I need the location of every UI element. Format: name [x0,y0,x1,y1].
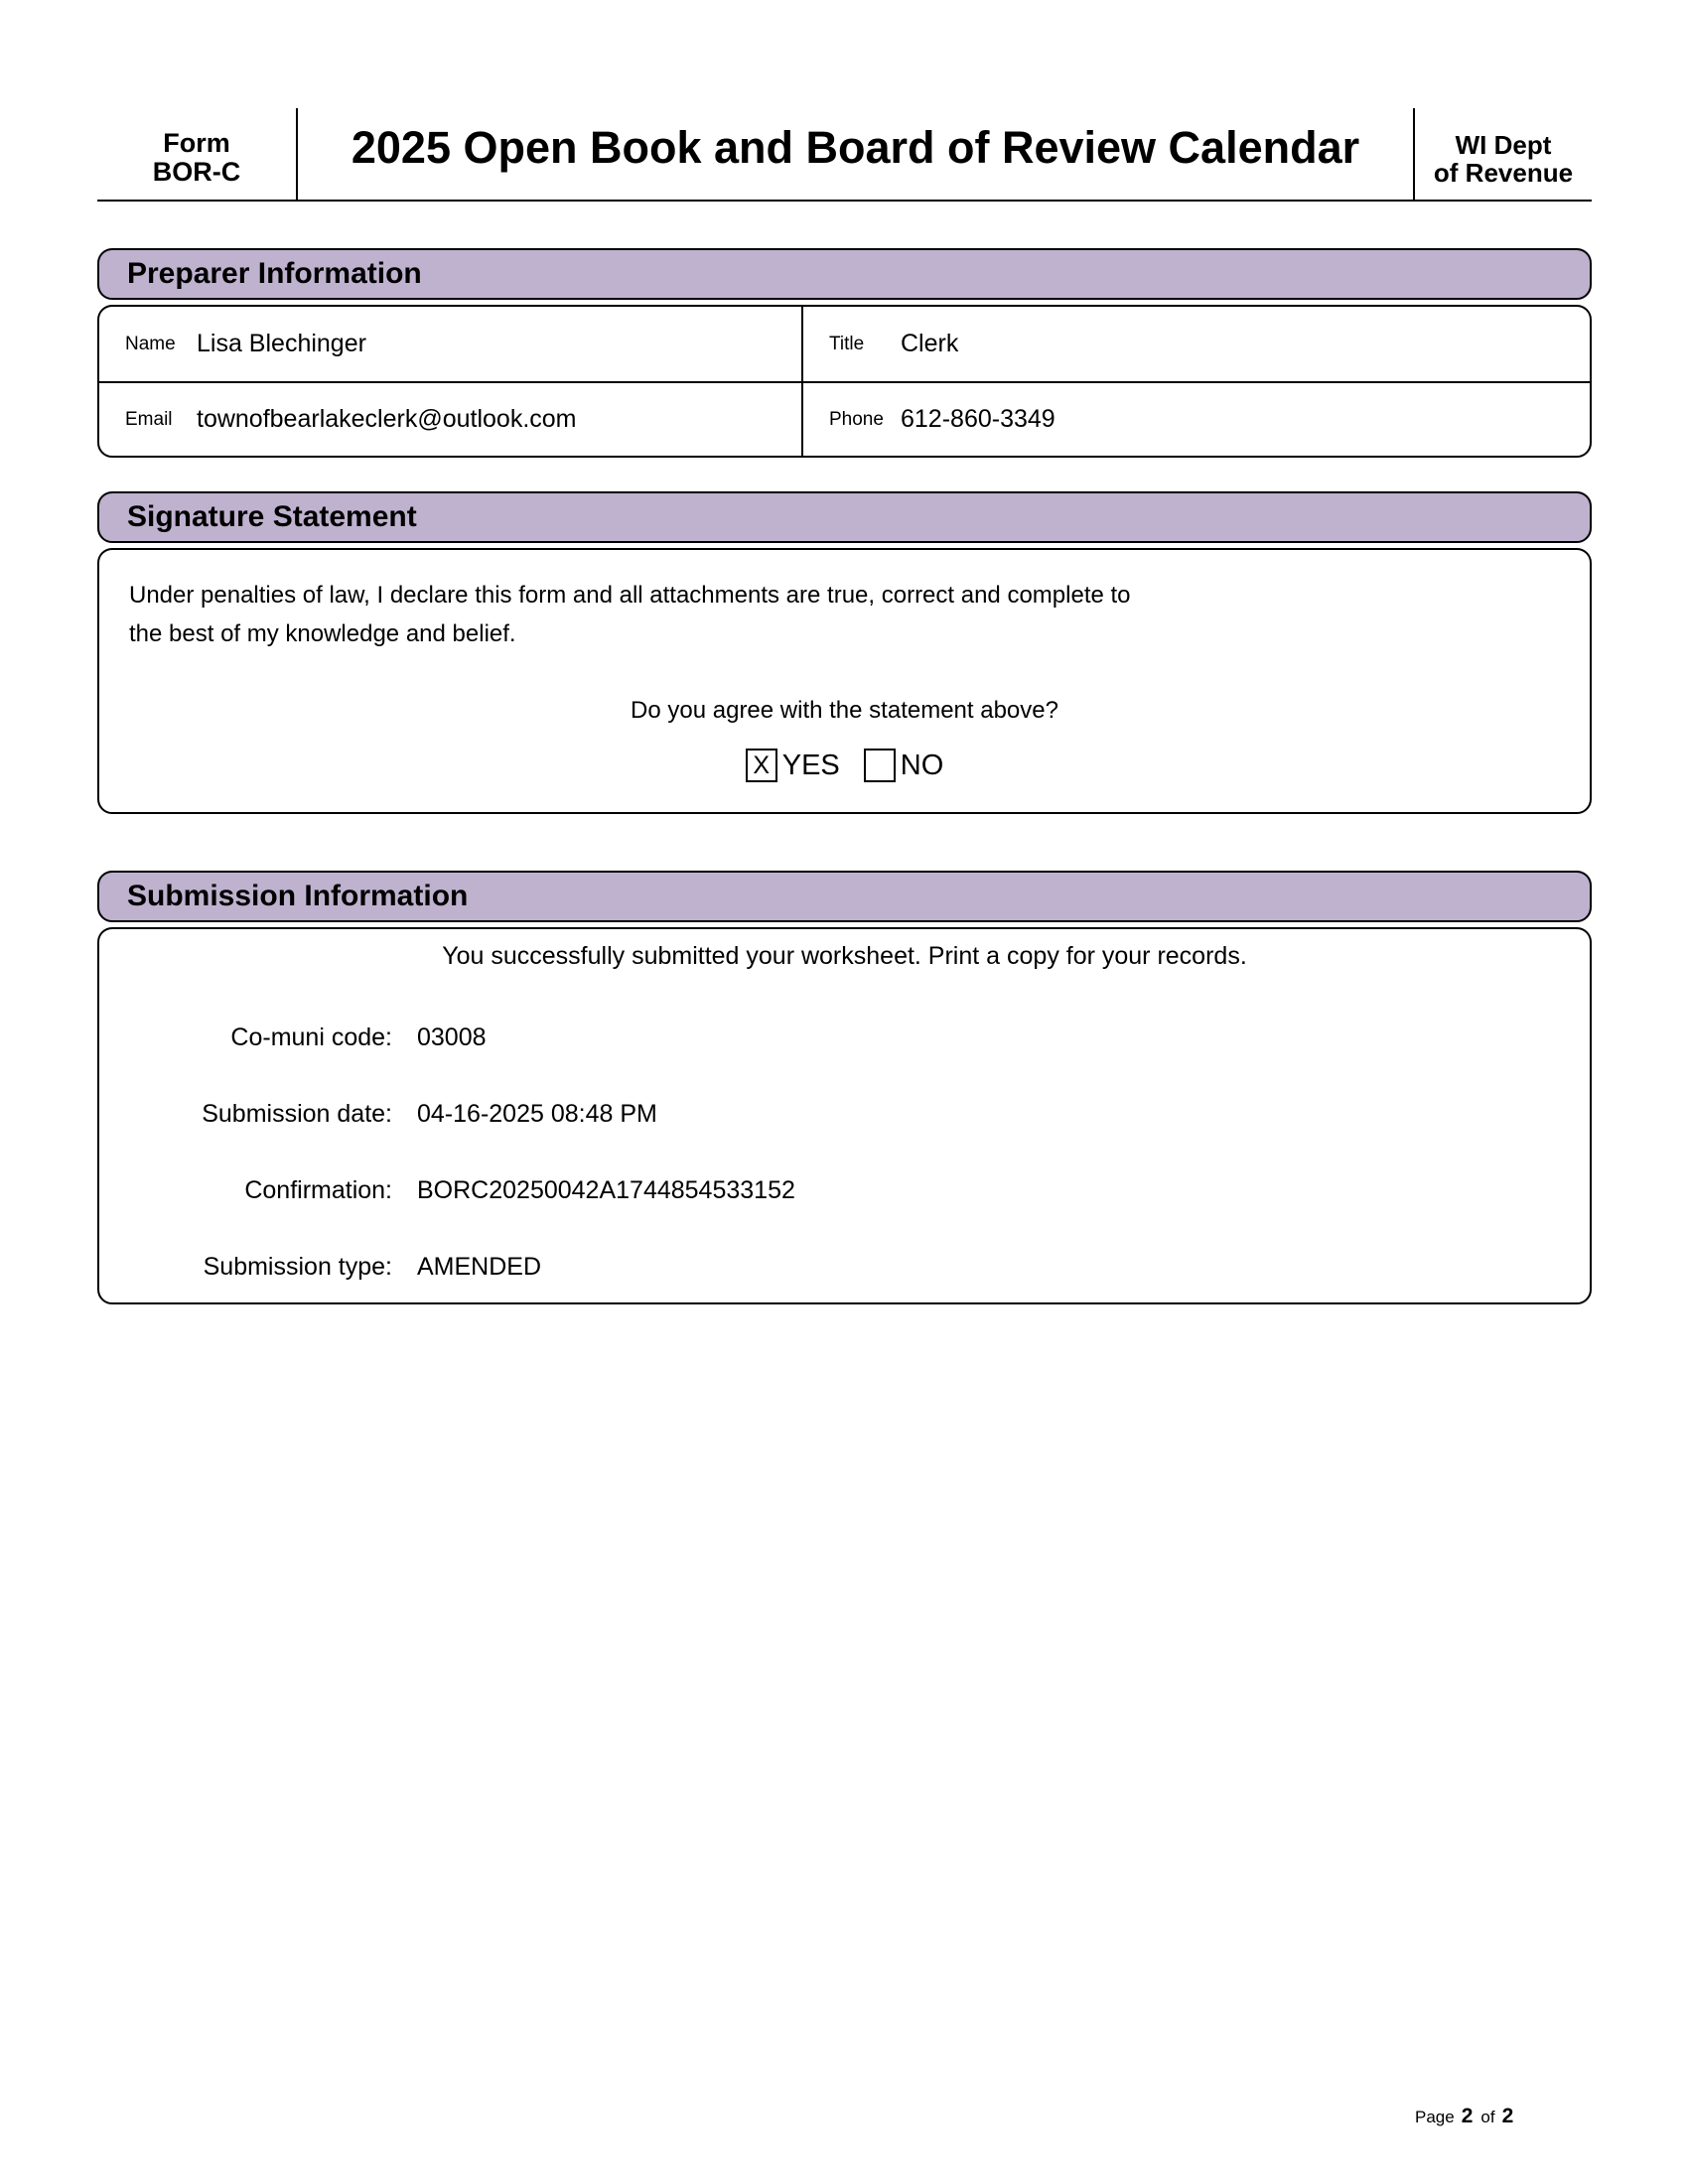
submission-section-title: Submission Information [127,880,469,912]
phone-label: Phone [829,408,884,430]
signature-section-title: Signature Statement [127,500,417,533]
submission-body [97,927,1592,1304]
submission-type-label: Submission type: [203,1253,392,1281]
form-number-line2: BOR-C [152,157,241,187]
name-cell [99,307,801,381]
name-value: Lisa Blechinger [197,330,366,357]
submission-details [99,1024,1590,1282]
phone-value: 612-860-3349 [901,405,1055,433]
yes-label: YES [781,749,840,781]
of-word: of [1480,2108,1495,2126]
preparer-section-header [97,248,1592,300]
page-title: 2025 Open Book and Board of Review Calendar [351,122,1360,173]
agency-name [1415,131,1592,200]
preparer-table [97,305,1592,458]
page-number: 2 [1461,2105,1474,2127]
title-label: Title [829,333,865,354]
submission-date-value: 04-16-2025 08:48 PM [417,1100,657,1128]
total-pages: 2 [1501,2105,1514,2127]
comuni-code-label: Co-muni code: [230,1024,392,1051]
form-header [97,84,1592,202]
no-label: NO [900,749,944,781]
signature-section [97,491,1592,814]
no-checkbox[interactable] [864,749,896,782]
submission-type-row [99,1253,1590,1282]
agency-name-line1: WI Dept [1455,130,1552,160]
email-value: townofbearlakeclerk@outlook.com [197,405,577,433]
page-footer [1415,2105,1513,2128]
submission-date-row [99,1100,1590,1129]
comuni-code-value: 03008 [417,1024,487,1051]
title-cell [801,307,1590,381]
yes-checkbox-mark: X [753,751,771,779]
confirmation-value: BORC20250042A1744854533152 [417,1176,795,1204]
preparer-section [97,248,1592,458]
submission-section-header [97,871,1592,922]
agency-name-line2: of Revenue [1433,158,1574,188]
phone-cell [801,383,1590,456]
agreement-choices [99,749,1590,782]
email-label: Email [125,408,173,430]
preparer-section-title: Preparer Information [127,257,422,290]
confirmation-row [99,1176,1590,1205]
agreement-question: Do you agree with the statement above? [631,697,1058,724]
submission-type-value: AMENDED [417,1253,542,1281]
signature-section-header [97,491,1592,543]
preparer-row-2 [99,381,1590,456]
preparer-row-1 [99,307,1590,381]
signature-statement-text: Under penalties of law, I declare this form and all attachments are true, correct and complete to the best of my knowledge and belief. [129,582,1131,647]
signature-body [97,548,1592,814]
confirmation-label: Confirmation: [244,1176,392,1204]
submission-success-message: You successfully submitted your worksheet. Print a copy for your records. [442,942,1247,970]
form-number-line1: Form [163,128,230,158]
comuni-code-row [99,1024,1590,1052]
submission-section [97,871,1592,1304]
title-value: Clerk [901,330,959,357]
yes-checkbox[interactable] [746,749,777,782]
form-number [97,129,296,200]
submission-date-label: Submission date: [202,1100,392,1128]
email-cell [99,383,801,456]
name-label: Name [125,333,176,354]
page-word: Page [1415,2108,1455,2126]
